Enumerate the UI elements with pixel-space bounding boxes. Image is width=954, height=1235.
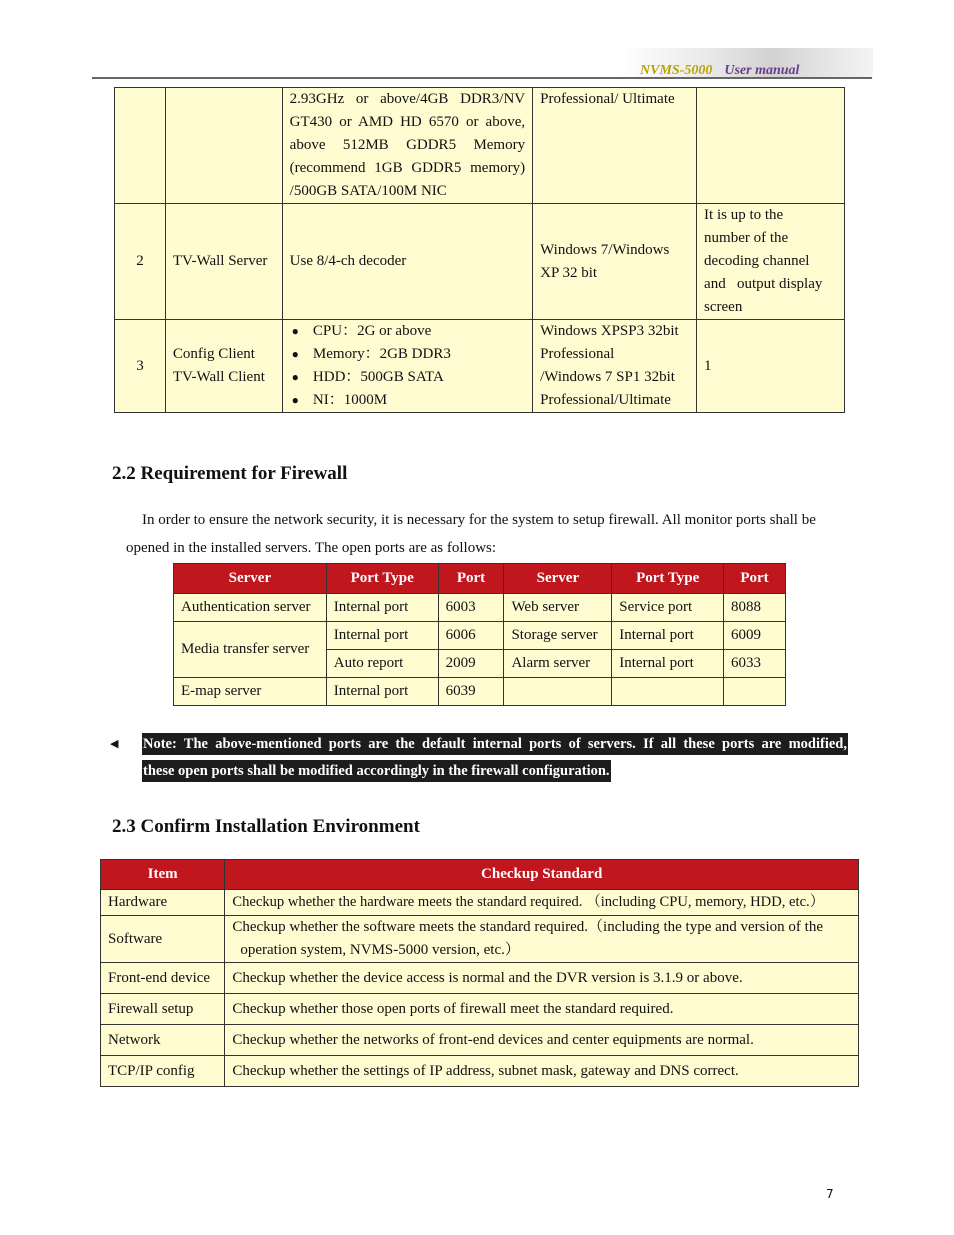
cell-no: 2 — [115, 204, 166, 320]
cell-port-type: Internal port — [326, 622, 438, 650]
cell-standard: Checkup whether those open ports of firewall meet the standard required. — [225, 994, 859, 1025]
cell-port-type: Internal port — [326, 678, 438, 706]
cell-os — [533, 204, 697, 320]
doc-title: User manual — [724, 63, 800, 78]
firewall-ports-table — [173, 563, 786, 706]
bullet-item: ● Memory：2GB DDR3 — [290, 343, 525, 366]
cell-name — [165, 320, 282, 413]
cell-item: Network — [101, 1025, 225, 1056]
cell-qty: 1 — [697, 320, 845, 413]
os-line: XP 32 bit — [540, 264, 598, 281]
column-header: Server — [504, 564, 612, 594]
cell-port-type: Service port — [612, 594, 724, 622]
qty-line: It is up to the — [704, 207, 784, 223]
table-row — [101, 963, 859, 994]
cell-port-type: Internal port — [612, 622, 724, 650]
firewall-paragraph-line2: opened in the installed servers. The open ports are as follows: — [126, 540, 497, 556]
qty-line: and output display — [704, 276, 823, 292]
cell-item: Hardware — [101, 890, 225, 916]
section-heading-environment: 2.3 Confirm Installation Environment — [112, 816, 420, 837]
cell-standard: Checkup whether the hardware meets the standard required. （including CPU, memory, HDD, etc.） — [225, 890, 859, 916]
checkup-table — [100, 859, 859, 1087]
std-line: Checkup whether the software meets the standard required.（including the type and version of the — [232, 919, 823, 935]
hw-line: /500GB SATA/100M NIC — [289, 183, 447, 199]
hw-line: GT430 or AMD HD 6570 or above, — [289, 114, 526, 130]
table-row — [174, 622, 786, 650]
column-header: Item — [101, 860, 225, 890]
cell-empty — [724, 678, 786, 706]
os-line: /Windows 7 SP1 32bit — [540, 369, 675, 385]
cell-port-type: Auto report — [326, 650, 438, 678]
table-header-row — [101, 860, 859, 890]
column-header: Port — [724, 564, 786, 594]
table-row — [101, 890, 859, 916]
column-header: Port Type — [326, 564, 438, 594]
table-row — [115, 88, 845, 204]
cell-no: 3 — [115, 320, 166, 413]
qty-line: decoding channel — [704, 253, 810, 269]
os-line: Windows 7/Windows — [540, 241, 670, 258]
bullet-item: ● NI：1000M — [290, 389, 525, 412]
cell-item: TCP/IP config — [101, 1056, 225, 1087]
cell-port-type: Internal port — [326, 594, 438, 622]
column-header: Checkup Standard — [225, 860, 859, 890]
cell-name — [165, 88, 282, 204]
section-heading-firewall: 2.2 Requirement for Firewall — [112, 463, 348, 484]
table-row — [174, 678, 786, 706]
cell-standard: Checkup whether the settings of IP address, subnet mask, gateway and DNS correct. — [225, 1056, 859, 1087]
cell-hardware — [282, 320, 532, 413]
cell-standard: Checkup whether the device access is normal and the DVR version is 3.1.9 or above. — [225, 963, 859, 994]
cell-server: Web server — [504, 594, 612, 622]
cell-server: Media transfer server — [174, 622, 327, 678]
hw-line: above 512MB GDDR5 Memory — [289, 137, 526, 153]
cell-port: 6033 — [724, 650, 786, 678]
cell-port: 6006 — [438, 622, 504, 650]
cell-empty — [612, 678, 724, 706]
cell-hardware — [282, 88, 532, 204]
product-name: NVMS-5000 — [640, 63, 713, 78]
os-line: Windows XPSP3 32bit — [540, 323, 679, 339]
cell-server: E-map server — [174, 678, 327, 706]
column-header: Port Type — [612, 564, 724, 594]
cell-hardware: Use 8/4-ch decoder — [282, 204, 532, 320]
cell-os: Professional/ Ultimate — [533, 88, 697, 204]
cell-server: Authentication server — [174, 594, 327, 622]
os-line: Professional — [540, 346, 615, 362]
table-row — [115, 204, 845, 320]
qty-line: screen — [704, 299, 743, 315]
note-line2: these open ports shall be modified accordingly in the firewall configuration. — [142, 760, 611, 782]
cell-name: TV-Wall Server — [165, 204, 282, 320]
cell-qty — [697, 88, 845, 204]
cell-port: 6039 — [438, 678, 504, 706]
column-header: Port — [438, 564, 504, 594]
os-line: Professional/Ultimate — [540, 392, 671, 408]
cell-item: Software — [101, 916, 225, 963]
table-row — [101, 1025, 859, 1056]
cell-server: Storage server — [504, 622, 612, 650]
std-line: operation system, NVMS-5000 version, etc.） — [240, 942, 520, 958]
requirement-table — [114, 87, 845, 413]
table-row — [101, 916, 859, 963]
cell-empty — [504, 678, 612, 706]
hw-line: 2.93GHz or above/4GB DDR3/NV — [289, 91, 526, 107]
running-header — [640, 63, 799, 79]
cell-port: 6003 — [438, 594, 504, 622]
cell-port: 6009 — [724, 622, 786, 650]
cell-no — [115, 88, 166, 204]
cell-os — [533, 320, 697, 413]
column-header: Server — [174, 564, 327, 594]
hw-line: (recommend 1GB GDDR5 memory) — [289, 160, 526, 176]
bullet-item: ● CPU：2G or above — [290, 320, 525, 343]
cell-port: 8088 — [724, 594, 786, 622]
table-header-row — [174, 564, 786, 594]
note-line1: Note: The above-mentioned ports are the default internal ports of servers. If all these ports are modified, — [142, 733, 848, 755]
cell-qty — [697, 204, 845, 320]
cell-item: Front-end device — [101, 963, 225, 994]
cell-port-type: Internal port — [612, 650, 724, 678]
firewall-paragraph-line1: In order to ensure the network security, it is necessary for the system to setup firewall. All monitor ports shall be — [142, 512, 816, 528]
table-row — [101, 1056, 859, 1087]
name-line: Config Client — [172, 346, 255, 362]
table-row — [101, 994, 859, 1025]
page-number: 7 — [826, 1187, 834, 1201]
qty-line: number of the — [704, 230, 789, 246]
bullet-item: ● HDD：500GB SATA — [290, 366, 525, 389]
cell-item: Firewall setup — [101, 994, 225, 1025]
table-row — [174, 594, 786, 622]
cell-standard — [225, 916, 859, 963]
name-line: TV-Wall Client — [172, 369, 265, 385]
cell-port: 2009 — [438, 650, 504, 678]
table-row — [115, 320, 845, 413]
cell-server: Alarm server — [504, 650, 612, 678]
cell-standard: Checkup whether the networks of front-end devices and center equipments are normal. — [225, 1025, 859, 1056]
note-pointer-icon: ◀ — [110, 738, 119, 750]
